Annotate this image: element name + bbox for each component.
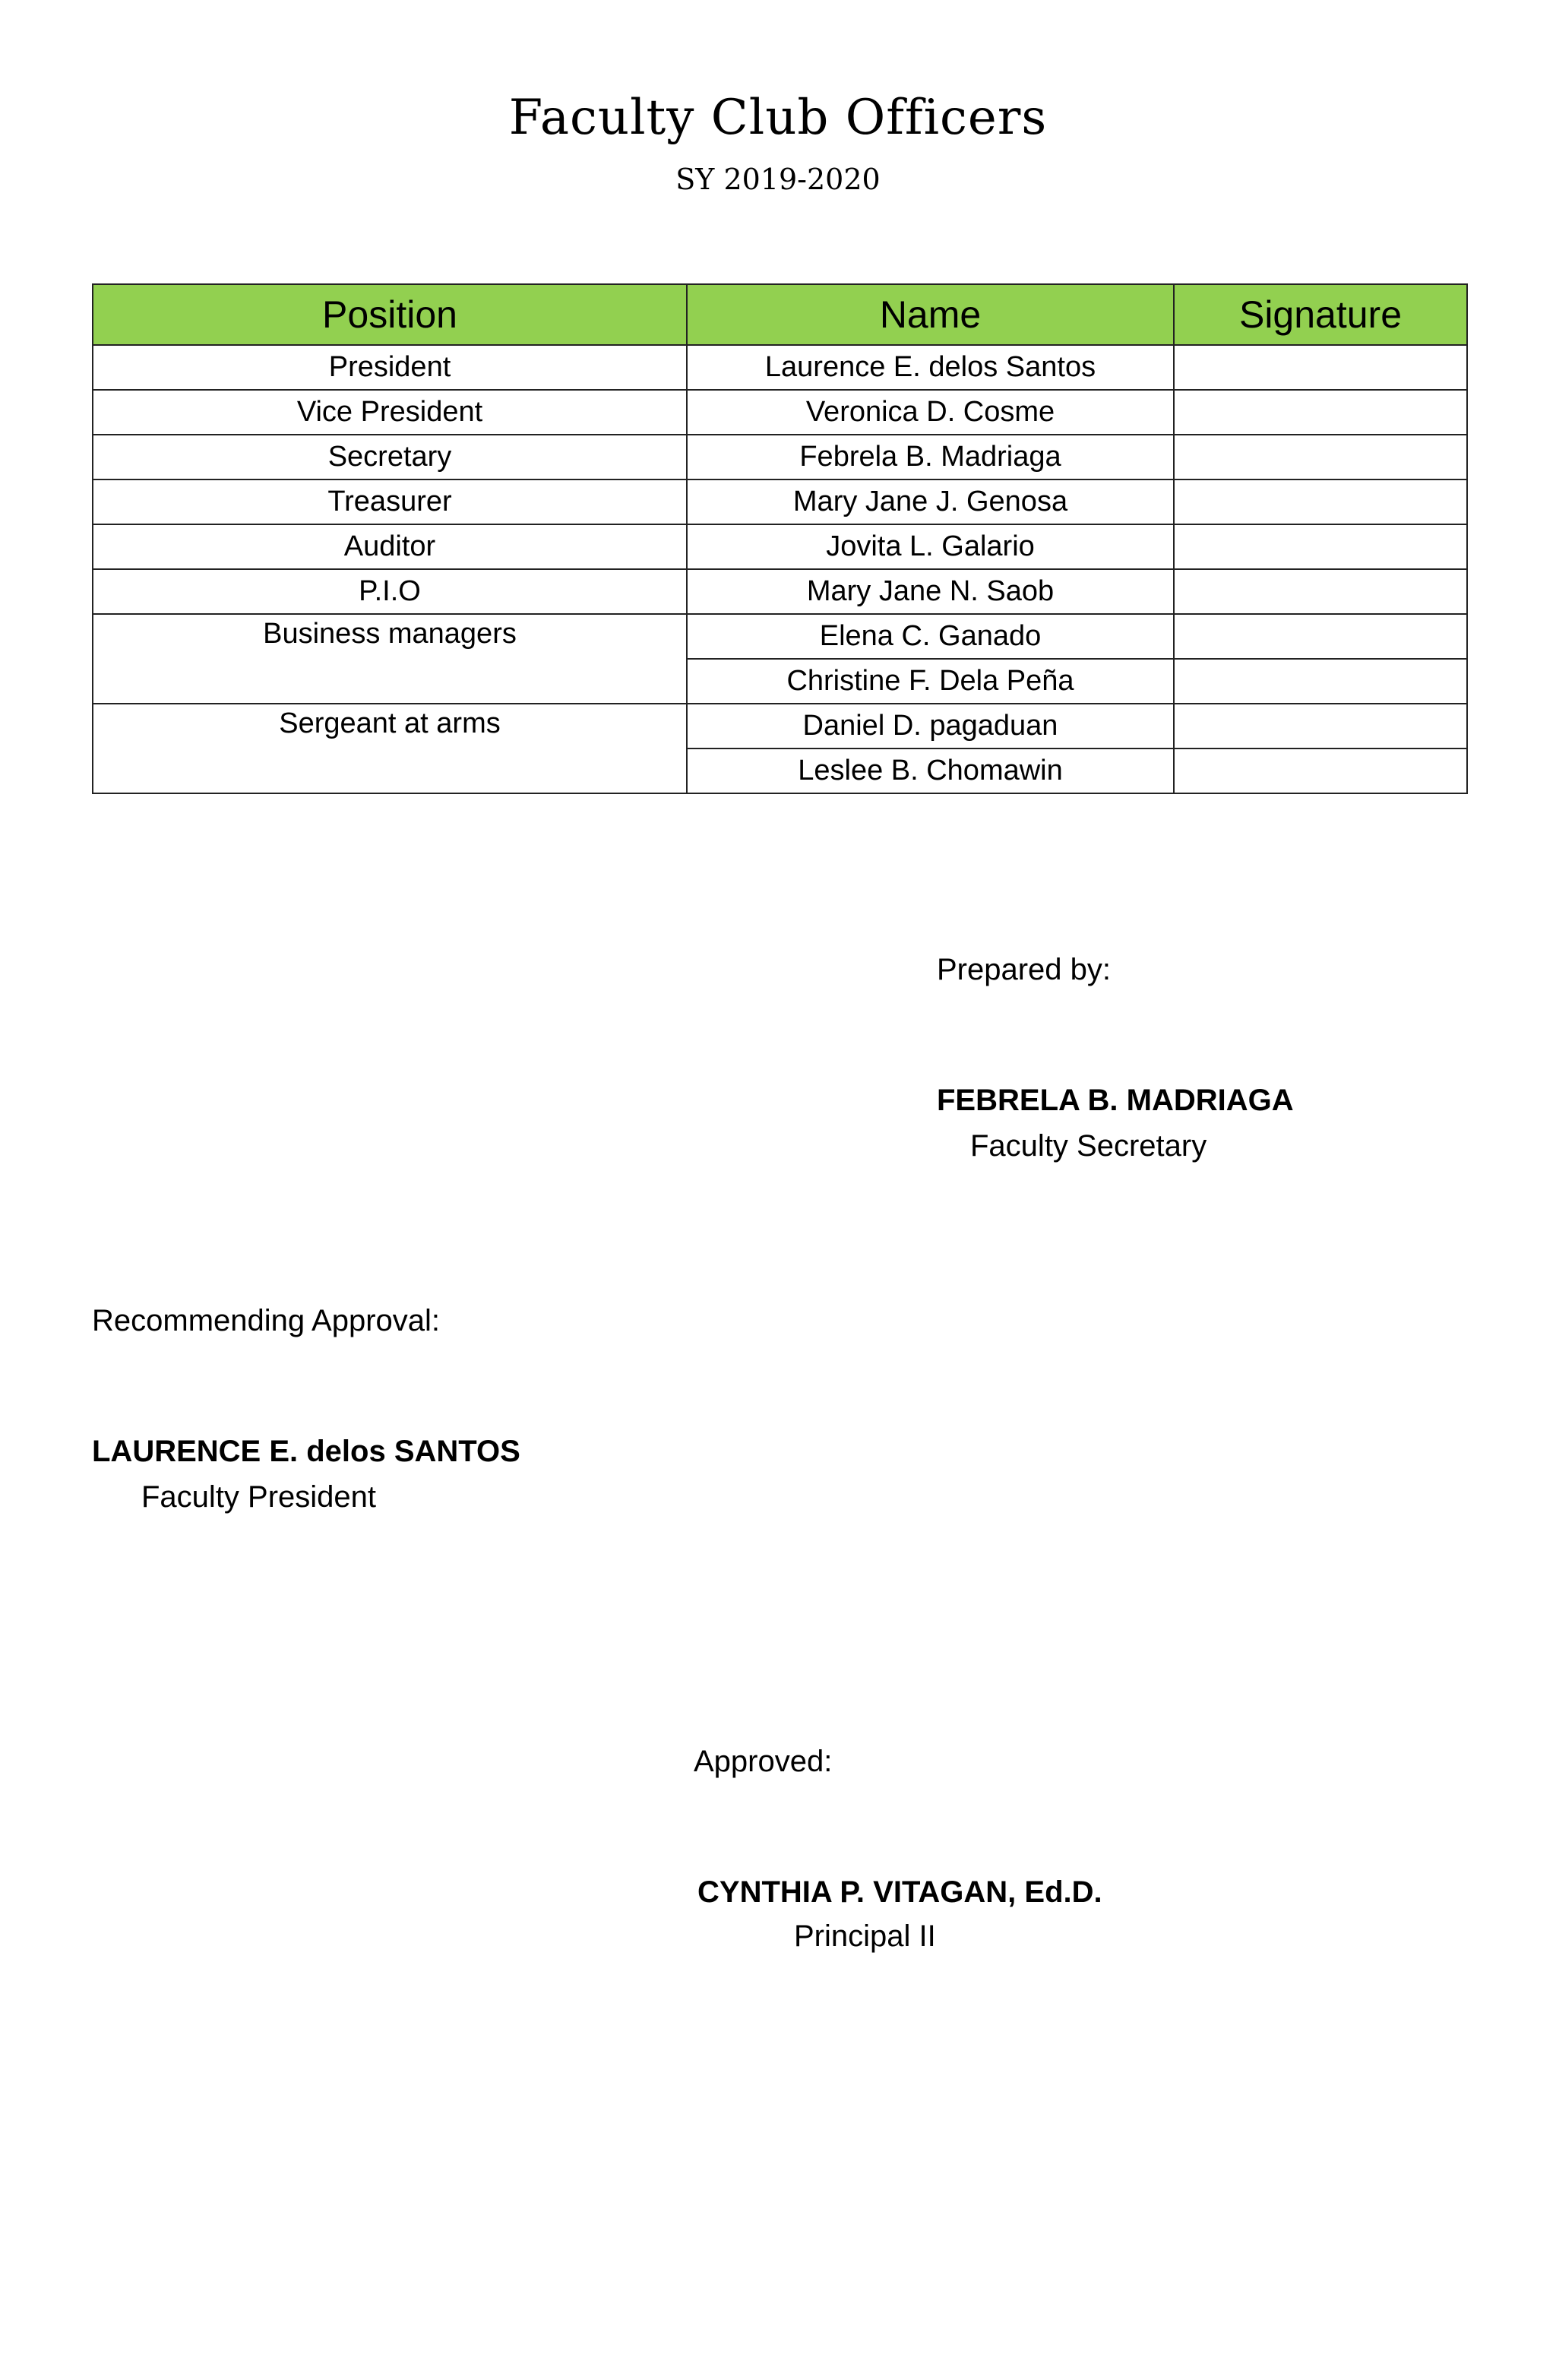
name-cell: Mary Jane J. Genosa — [687, 479, 1174, 524]
name-cell: Elena C. Ganado — [687, 614, 1174, 659]
position-cell: Secretary — [93, 435, 687, 479]
prepared-by-name: FEBRELA B. MADRIAGA — [937, 1084, 1294, 1117]
position-cell: Vice President — [93, 390, 687, 435]
name-cell: Leslee B. Chomawin — [687, 748, 1174, 793]
table-row — [93, 704, 1467, 748]
column-header-position: Position — [93, 284, 687, 345]
signature-cell — [1174, 569, 1467, 614]
approved-name: CYNTHIA P. VITAGAN, Ed.D. — [697, 1875, 1102, 1909]
table-row — [93, 524, 1467, 569]
signature-cell — [1174, 345, 1467, 390]
approved-label: Approved: — [694, 1745, 833, 1778]
signature-cell — [1174, 435, 1467, 479]
signature-cell — [1174, 704, 1467, 748]
signature-cell — [1174, 614, 1467, 659]
officers-table — [92, 283, 1468, 794]
recommending-approval-name: LAURENCE E. delos SANTOS — [92, 1435, 520, 1468]
signature-cell — [1174, 748, 1467, 793]
recommending-approval-label: Recommending Approval: — [92, 1304, 441, 1337]
name-cell: Jovita L. Galario — [687, 524, 1174, 569]
page-title: Faculty Club Officers — [508, 90, 1048, 146]
table-row — [93, 569, 1467, 614]
position-cell: Treasurer — [93, 479, 687, 524]
table-row — [93, 614, 1467, 659]
recommending-approval-role: Faculty President — [141, 1480, 377, 1514]
position-cell: President — [93, 345, 687, 390]
name-cell: Veronica D. Cosme — [687, 390, 1174, 435]
name-cell: Febrela B. Madriaga — [687, 435, 1174, 479]
position-cell-sergeant-at-arms: Sergeant at arms — [93, 704, 687, 793]
prepared-by-label: Prepared by: — [937, 953, 1112, 986]
signature-cell — [1174, 479, 1467, 524]
table-row — [93, 435, 1467, 479]
signature-cell — [1174, 659, 1467, 704]
name-cell: Laurence E. delos Santos — [687, 345, 1174, 390]
position-cell-business-managers: Business managers — [93, 614, 687, 704]
table-row — [93, 345, 1467, 390]
approved-role: Principal II — [794, 1920, 936, 1953]
signature-cell — [1174, 524, 1467, 569]
prepared-by-role: Faculty Secretary — [970, 1129, 1207, 1163]
table-header-row — [93, 284, 1467, 345]
signature-cell — [1174, 390, 1467, 435]
name-cell: Mary Jane N. Saob — [687, 569, 1174, 614]
table-row — [93, 479, 1467, 524]
position-cell: Auditor — [93, 524, 687, 569]
position-cell: P.I.O — [93, 569, 687, 614]
school-year-subtitle: SY 2019-2020 — [675, 163, 881, 196]
name-cell: Christine F. Dela Peña — [687, 659, 1174, 704]
column-header-name: Name — [687, 284, 1174, 345]
table-row — [93, 390, 1467, 435]
name-cell: Daniel D. pagaduan — [687, 704, 1174, 748]
column-header-signature: Signature — [1174, 284, 1467, 345]
